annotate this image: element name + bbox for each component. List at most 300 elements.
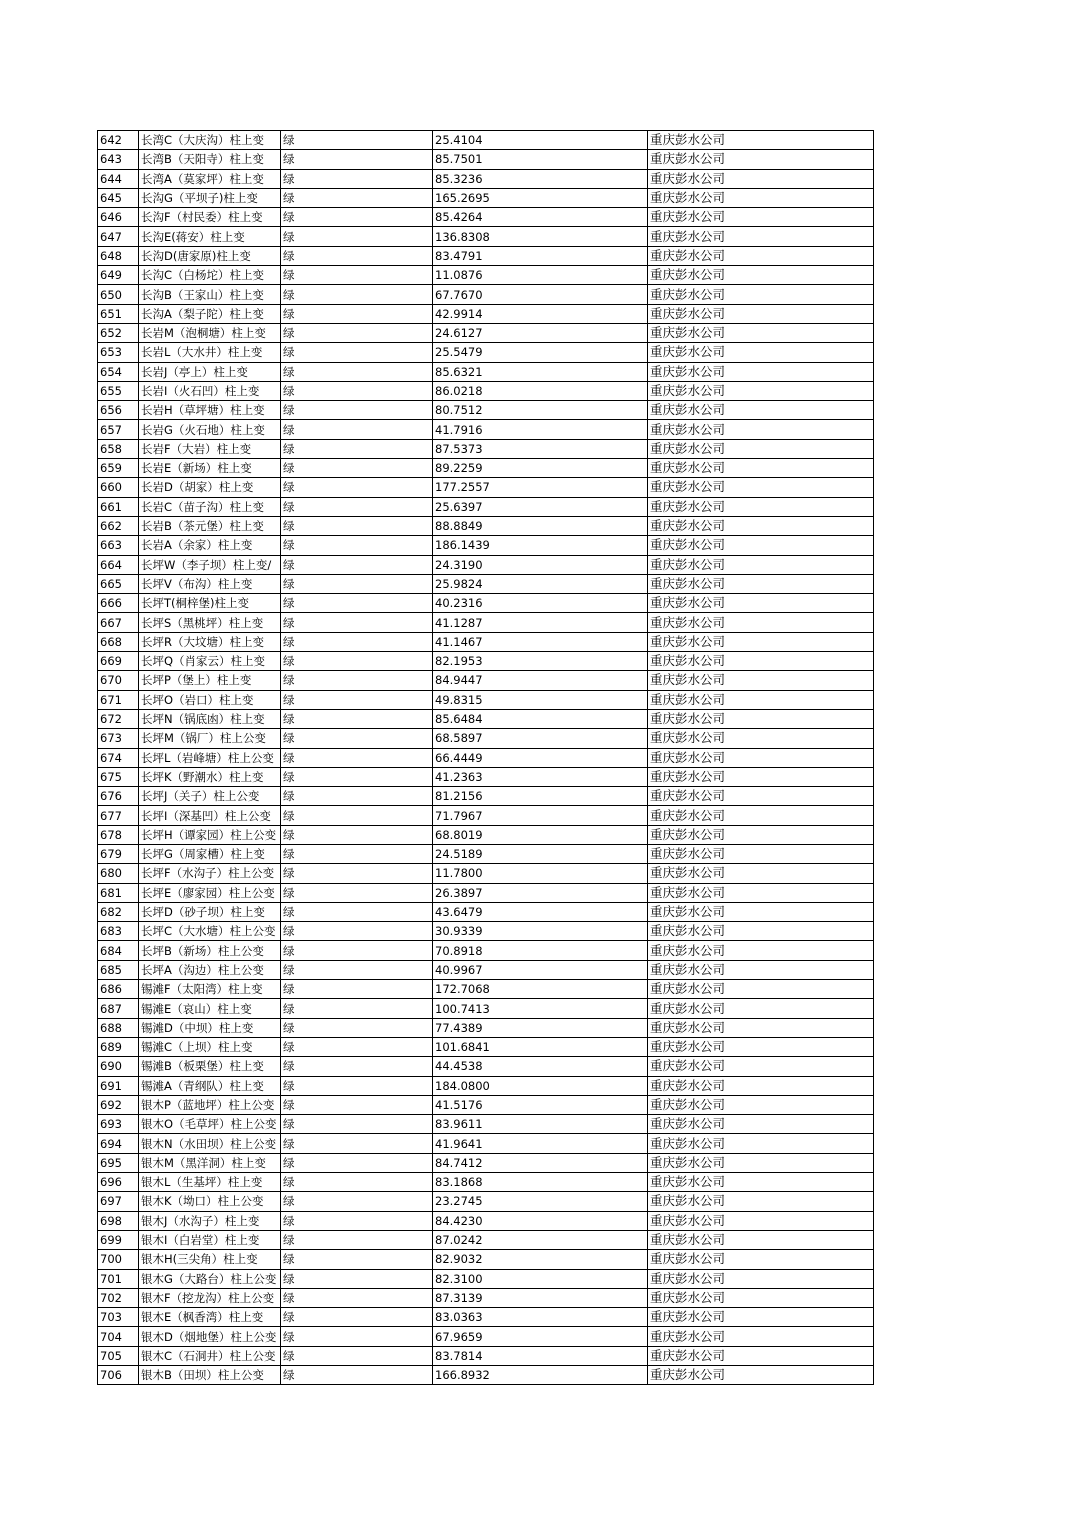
table-row	[98, 401, 874, 420]
status-color-cell: 绿	[281, 787, 433, 806]
status-color-cell: 绿	[281, 536, 433, 555]
row-number-cell: 678	[98, 825, 139, 844]
row-number-cell: 700	[98, 1250, 139, 1269]
table-row	[98, 1269, 874, 1288]
value-cell: 67.9659	[433, 1327, 648, 1346]
value-cell: 70.8918	[433, 941, 648, 960]
row-number-cell: 652	[98, 323, 139, 342]
value-cell: 82.3100	[433, 1269, 648, 1288]
status-color-cell: 绿	[281, 208, 433, 227]
transformer-name-cell: 长岩L（大水井）柱上变	[139, 343, 281, 362]
value-cell: 42.9914	[433, 304, 648, 323]
status-color-cell: 绿	[281, 362, 433, 381]
table-row	[98, 806, 874, 825]
transformer-name-cell: 长沟G（平坝子)柱上变	[139, 188, 281, 207]
status-color-cell: 绿	[281, 1230, 433, 1249]
status-color-cell: 绿	[281, 960, 433, 979]
table-row	[98, 516, 874, 535]
table-row	[98, 536, 874, 555]
value-cell: 84.4230	[433, 1211, 648, 1230]
transformer-name-cell: 锡滩B（板栗堡）柱上变	[139, 1057, 281, 1076]
value-cell: 11.7800	[433, 864, 648, 883]
value-cell: 83.4791	[433, 246, 648, 265]
transformer-name-cell: 长坪I（深基凹）柱上公变	[139, 806, 281, 825]
owner-company-cell: 重庆彭水公司	[648, 652, 874, 671]
row-number-cell: 664	[98, 555, 139, 574]
table-row	[98, 131, 874, 150]
transformer-name-cell: 长坪W（李子坝）柱上变/	[139, 555, 281, 574]
value-cell: 136.8308	[433, 227, 648, 246]
value-cell: 25.5479	[433, 343, 648, 362]
transformer-name-cell: 长湾C（大庆沟）柱上变	[139, 131, 281, 150]
status-color-cell: 绿	[281, 343, 433, 362]
owner-company-cell: 重庆彭水公司	[648, 304, 874, 323]
transformer-name-cell: 锡滩F（太阳湾）柱上变	[139, 980, 281, 999]
status-color-cell: 绿	[281, 652, 433, 671]
transformer-name-cell: 长坪D（砂子坝）柱上变	[139, 902, 281, 921]
table-row	[98, 459, 874, 478]
row-number-cell: 660	[98, 478, 139, 497]
table-row	[98, 1327, 874, 1346]
row-number-cell: 665	[98, 574, 139, 593]
row-number-cell: 645	[98, 188, 139, 207]
row-number-cell: 704	[98, 1327, 139, 1346]
value-cell: 82.9032	[433, 1250, 648, 1269]
status-color-cell: 绿	[281, 613, 433, 632]
value-cell: 41.9641	[433, 1134, 648, 1153]
owner-company-cell: 重庆彭水公司	[648, 1250, 874, 1269]
status-color-cell: 绿	[281, 1153, 433, 1172]
status-color-cell: 绿	[281, 1250, 433, 1269]
value-cell: 49.8315	[433, 690, 648, 709]
value-cell: 184.0800	[433, 1076, 648, 1095]
table-row	[98, 1076, 874, 1095]
status-color-cell: 绿	[281, 806, 433, 825]
row-number-cell: 648	[98, 246, 139, 265]
owner-company-cell: 重庆彭水公司	[648, 1230, 874, 1249]
value-cell: 24.3190	[433, 555, 648, 574]
status-color-cell: 绿	[281, 902, 433, 921]
value-cell: 24.5189	[433, 844, 648, 863]
owner-company-cell: 重庆彭水公司	[648, 536, 874, 555]
owner-company-cell: 重庆彭水公司	[648, 401, 874, 420]
transformer-name-cell: 长坪R（大坟塘）柱上变	[139, 632, 281, 651]
status-color-cell: 绿	[281, 1346, 433, 1365]
status-color-cell: 绿	[281, 555, 433, 574]
value-cell: 41.7916	[433, 420, 648, 439]
owner-company-cell: 重庆彭水公司	[648, 941, 874, 960]
owner-company-cell: 重庆彭水公司	[648, 690, 874, 709]
transformer-name-cell: 长坪J（关子）柱上公变	[139, 787, 281, 806]
transformer-name-cell: 银木F（挖龙沟）柱上公变	[139, 1288, 281, 1307]
status-color-cell: 绿	[281, 729, 433, 748]
value-cell: 68.8019	[433, 825, 648, 844]
status-color-cell: 绿	[281, 497, 433, 516]
transformer-name-cell: 长坪V（布沟）柱上变	[139, 574, 281, 593]
status-color-cell: 绿	[281, 690, 433, 709]
owner-company-cell: 重庆彭水公司	[648, 1076, 874, 1095]
table-row	[98, 343, 874, 362]
owner-company-cell: 重庆彭水公司	[648, 420, 874, 439]
table-row	[98, 1308, 874, 1327]
transformer-name-cell: 长岩H（草坪塘）柱上变	[139, 401, 281, 420]
owner-company-cell: 重庆彭水公司	[648, 323, 874, 342]
transformer-name-cell: 锡滩A（青纲队）柱上变	[139, 1076, 281, 1095]
status-color-cell: 绿	[281, 478, 433, 497]
owner-company-cell: 重庆彭水公司	[648, 767, 874, 786]
table-row	[98, 1134, 874, 1153]
value-cell: 83.7814	[433, 1346, 648, 1365]
owner-company-cell: 重庆彭水公司	[648, 1153, 874, 1172]
table-row	[98, 1346, 874, 1365]
owner-company-cell: 重庆彭水公司	[648, 1211, 874, 1230]
value-cell: 83.9611	[433, 1115, 648, 1134]
status-color-cell: 绿	[281, 323, 433, 342]
table-row	[98, 1250, 874, 1269]
value-cell: 87.0242	[433, 1230, 648, 1249]
transformer-name-cell: 长坪S（黑桃坪）柱上变	[139, 613, 281, 632]
owner-company-cell: 重庆彭水公司	[648, 285, 874, 304]
table-row	[98, 748, 874, 767]
table-row	[98, 1366, 874, 1385]
table-row	[98, 1153, 874, 1172]
value-cell: 41.1287	[433, 613, 648, 632]
status-color-cell: 绿	[281, 1366, 433, 1385]
value-cell: 77.4389	[433, 1018, 648, 1037]
owner-company-cell: 重庆彭水公司	[648, 1095, 874, 1114]
status-color-cell: 绿	[281, 285, 433, 304]
row-number-cell: 677	[98, 806, 139, 825]
table-row	[98, 960, 874, 979]
owner-company-cell: 重庆彭水公司	[648, 980, 874, 999]
row-number-cell: 705	[98, 1346, 139, 1365]
transformer-name-cell: 银木N（水田坝）柱上公变	[139, 1134, 281, 1153]
row-number-cell: 693	[98, 1115, 139, 1134]
table-body	[98, 131, 874, 1385]
status-color-cell: 绿	[281, 1327, 433, 1346]
row-number-cell: 666	[98, 594, 139, 613]
transformer-name-cell: 银木H(三尖角）柱上变	[139, 1250, 281, 1269]
transformer-name-cell: 银木I（白岩堂）柱上变	[139, 1230, 281, 1249]
owner-company-cell: 重庆彭水公司	[648, 787, 874, 806]
transformer-name-cell: 银木J（水沟子）柱上变	[139, 1211, 281, 1230]
owner-company-cell: 重庆彭水公司	[648, 1269, 874, 1288]
value-cell: 84.7412	[433, 1153, 648, 1172]
owner-company-cell: 重庆彭水公司	[648, 1037, 874, 1056]
owner-company-cell: 重庆彭水公司	[648, 459, 874, 478]
table-row	[98, 922, 874, 941]
row-number-cell: 697	[98, 1192, 139, 1211]
table-row	[98, 729, 874, 748]
status-color-cell: 绿	[281, 1192, 433, 1211]
table-row	[98, 304, 874, 323]
transformer-name-cell: 长坪H（谭家园）柱上公变	[139, 825, 281, 844]
owner-company-cell: 重庆彭水公司	[648, 1327, 874, 1346]
status-color-cell: 绿	[281, 1173, 433, 1192]
transformer-name-cell: 银木B（田坝）柱上公变	[139, 1366, 281, 1385]
row-number-cell: 643	[98, 150, 139, 169]
table-row	[98, 902, 874, 921]
table-row	[98, 246, 874, 265]
transformer-name-cell: 长坪T(桐梓堡)柱上变	[139, 594, 281, 613]
table-row	[98, 478, 874, 497]
transformer-name-cell: 长岩F（大岩）柱上变	[139, 439, 281, 458]
owner-company-cell: 重庆彭水公司	[648, 1308, 874, 1327]
row-number-cell: 647	[98, 227, 139, 246]
transformer-name-cell: 长坪K（野潮水）柱上变	[139, 767, 281, 786]
status-color-cell: 绿	[281, 516, 433, 535]
table-row	[98, 555, 874, 574]
value-cell: 87.5373	[433, 439, 648, 458]
owner-company-cell: 重庆彭水公司	[648, 922, 874, 941]
transformer-name-cell: 长沟B（王家山）柱上变	[139, 285, 281, 304]
value-cell: 81.2156	[433, 787, 648, 806]
owner-company-cell: 重庆彭水公司	[648, 227, 874, 246]
transformer-name-cell: 银木D（烟地堡）柱上公变	[139, 1327, 281, 1346]
row-number-cell: 672	[98, 709, 139, 728]
transformer-name-cell: 长岩J（亭上）柱上变	[139, 362, 281, 381]
status-color-cell: 绿	[281, 767, 433, 786]
status-color-cell: 绿	[281, 420, 433, 439]
table-row	[98, 864, 874, 883]
row-number-cell: 688	[98, 1018, 139, 1037]
owner-company-cell: 重庆彭水公司	[648, 1173, 874, 1192]
table-row	[98, 652, 874, 671]
status-color-cell: 绿	[281, 883, 433, 902]
row-number-cell: 644	[98, 169, 139, 188]
table-row	[98, 709, 874, 728]
row-number-cell: 701	[98, 1269, 139, 1288]
transformer-name-cell: 长岩M（泡桐塘）柱上变	[139, 323, 281, 342]
row-number-cell: 680	[98, 864, 139, 883]
row-number-cell: 656	[98, 401, 139, 420]
status-color-cell: 绿	[281, 671, 433, 690]
owner-company-cell: 重庆彭水公司	[648, 1288, 874, 1307]
status-color-cell: 绿	[281, 1134, 433, 1153]
transformer-name-cell: 长岩B（茶元堡）柱上变	[139, 516, 281, 535]
transformer-name-cell: 长坪O（岩口）柱上变	[139, 690, 281, 709]
owner-company-cell: 重庆彭水公司	[648, 150, 874, 169]
row-number-cell: 687	[98, 999, 139, 1018]
status-color-cell: 绿	[281, 941, 433, 960]
status-color-cell: 绿	[281, 844, 433, 863]
value-cell: 25.9824	[433, 574, 648, 593]
row-number-cell: 663	[98, 536, 139, 555]
transformer-name-cell: 银木P（蓝地坪）柱上公变	[139, 1095, 281, 1114]
row-number-cell: 676	[98, 787, 139, 806]
row-number-cell: 646	[98, 208, 139, 227]
row-number-cell: 654	[98, 362, 139, 381]
owner-company-cell: 重庆彭水公司	[648, 1346, 874, 1365]
value-cell: 80.7512	[433, 401, 648, 420]
value-cell: 25.4104	[433, 131, 648, 150]
table-row	[98, 594, 874, 613]
table-row	[98, 844, 874, 863]
value-cell: 41.2363	[433, 767, 648, 786]
table-row	[98, 1037, 874, 1056]
status-color-cell: 绿	[281, 227, 433, 246]
table-row	[98, 1173, 874, 1192]
row-number-cell: 706	[98, 1366, 139, 1385]
row-number-cell: 675	[98, 767, 139, 786]
transformer-name-cell: 银木O（毛草坪）柱上公变	[139, 1115, 281, 1134]
value-cell: 87.3139	[433, 1288, 648, 1307]
transformer-name-cell: 银木C（石洞井）柱上公变	[139, 1346, 281, 1365]
row-number-cell: 691	[98, 1076, 139, 1095]
table-row	[98, 439, 874, 458]
value-cell: 41.5176	[433, 1095, 648, 1114]
value-cell: 165.2695	[433, 188, 648, 207]
owner-company-cell: 重庆彭水公司	[648, 169, 874, 188]
status-color-cell: 绿	[281, 381, 433, 400]
status-color-cell: 绿	[281, 1095, 433, 1114]
owner-company-cell: 重庆彭水公司	[648, 246, 874, 265]
transformer-name-cell: 长岩I（火石凹）柱上变	[139, 381, 281, 400]
status-color-cell: 绿	[281, 1211, 433, 1230]
transformer-name-cell: 长湾A（莫家坪）柱上变	[139, 169, 281, 188]
value-cell: 177.2557	[433, 478, 648, 497]
value-cell: 24.6127	[433, 323, 648, 342]
owner-company-cell: 重庆彭水公司	[648, 208, 874, 227]
row-number-cell: 649	[98, 266, 139, 285]
table-row	[98, 613, 874, 632]
status-color-cell: 绿	[281, 131, 433, 150]
value-cell: 186.1439	[433, 536, 648, 555]
table-row	[98, 941, 874, 960]
row-number-cell: 658	[98, 439, 139, 458]
value-cell: 85.6484	[433, 709, 648, 728]
table-row	[98, 150, 874, 169]
row-number-cell: 673	[98, 729, 139, 748]
value-cell: 85.4264	[433, 208, 648, 227]
owner-company-cell: 重庆彭水公司	[648, 864, 874, 883]
row-number-cell: 694	[98, 1134, 139, 1153]
owner-company-cell: 重庆彭水公司	[648, 806, 874, 825]
transformer-name-cell: 银木L（生基坪）柱上变	[139, 1173, 281, 1192]
row-number-cell: 698	[98, 1211, 139, 1230]
status-color-cell: 绿	[281, 266, 433, 285]
row-number-cell: 650	[98, 285, 139, 304]
status-color-cell: 绿	[281, 748, 433, 767]
row-number-cell: 692	[98, 1095, 139, 1114]
owner-company-cell: 重庆彭水公司	[648, 497, 874, 516]
table-row	[98, 381, 874, 400]
status-color-cell: 绿	[281, 980, 433, 999]
table-row	[98, 787, 874, 806]
table-row	[98, 1192, 874, 1211]
owner-company-cell: 重庆彭水公司	[648, 188, 874, 207]
transformer-name-cell: 长沟C（白杨坨）柱上变	[139, 266, 281, 285]
row-number-cell: 679	[98, 844, 139, 863]
status-color-cell: 绿	[281, 1308, 433, 1327]
owner-company-cell: 重庆彭水公司	[648, 825, 874, 844]
value-cell: 23.2745	[433, 1192, 648, 1211]
owner-company-cell: 重庆彭水公司	[648, 902, 874, 921]
transformer-name-cell: 长坪L（岩峰塘）柱上公变	[139, 748, 281, 767]
table-row	[98, 285, 874, 304]
row-number-cell: 682	[98, 902, 139, 921]
value-cell: 67.7670	[433, 285, 648, 304]
row-number-cell: 655	[98, 381, 139, 400]
status-color-cell: 绿	[281, 922, 433, 941]
status-color-cell: 绿	[281, 401, 433, 420]
status-color-cell: 绿	[281, 999, 433, 1018]
status-color-cell: 绿	[281, 169, 433, 188]
table-row	[98, 1211, 874, 1230]
value-cell: 83.1868	[433, 1173, 648, 1192]
status-color-cell: 绿	[281, 1288, 433, 1307]
table-row	[98, 1115, 874, 1134]
transformer-name-cell: 长坪E（廖家园）柱上公变	[139, 883, 281, 902]
owner-company-cell: 重庆彭水公司	[648, 439, 874, 458]
status-color-cell: 绿	[281, 1018, 433, 1037]
table-row	[98, 208, 874, 227]
transformer-name-cell: 锡滩C（上坝）柱上变	[139, 1037, 281, 1056]
owner-company-cell: 重庆彭水公司	[648, 999, 874, 1018]
transformer-name-cell: 银木K（坳口）柱上公变	[139, 1192, 281, 1211]
status-color-cell: 绿	[281, 1269, 433, 1288]
status-color-cell: 绿	[281, 864, 433, 883]
row-number-cell: 670	[98, 671, 139, 690]
row-number-cell: 659	[98, 459, 139, 478]
value-cell: 85.7501	[433, 150, 648, 169]
owner-company-cell: 重庆彭水公司	[648, 478, 874, 497]
table-row	[98, 1288, 874, 1307]
value-cell: 82.1953	[433, 652, 648, 671]
transformer-name-cell: 锡滩D（中坝）柱上变	[139, 1018, 281, 1037]
owner-company-cell: 重庆彭水公司	[648, 574, 874, 593]
transformer-name-cell: 长坪A（沟边）柱上公变	[139, 960, 281, 979]
value-cell: 40.2316	[433, 594, 648, 613]
row-number-cell: 683	[98, 922, 139, 941]
row-number-cell: 684	[98, 941, 139, 960]
transformer-name-cell: 银木E（枫香湾）柱上变	[139, 1308, 281, 1327]
value-cell: 100.7413	[433, 999, 648, 1018]
owner-company-cell: 重庆彭水公司	[648, 671, 874, 690]
row-number-cell: 669	[98, 652, 139, 671]
owner-company-cell: 重庆彭水公司	[648, 516, 874, 535]
owner-company-cell: 重庆彭水公司	[648, 555, 874, 574]
status-color-cell: 绿	[281, 632, 433, 651]
value-cell: 41.1467	[433, 632, 648, 651]
table-row	[98, 883, 874, 902]
table-row	[98, 825, 874, 844]
owner-company-cell: 重庆彭水公司	[648, 1134, 874, 1153]
transformer-name-cell: 长坪Q（肖家云）柱上变	[139, 652, 281, 671]
table-row	[98, 266, 874, 285]
table-row	[98, 227, 874, 246]
table-row	[98, 767, 874, 786]
value-cell: 11.0876	[433, 266, 648, 285]
status-color-cell: 绿	[281, 246, 433, 265]
status-color-cell: 绿	[281, 1115, 433, 1134]
table-row	[98, 980, 874, 999]
table-row	[98, 690, 874, 709]
owner-company-cell: 重庆彭水公司	[648, 1366, 874, 1385]
table-row	[98, 1095, 874, 1114]
owner-company-cell: 重庆彭水公司	[648, 632, 874, 651]
status-color-cell: 绿	[281, 594, 433, 613]
transformer-name-cell: 银木G（大路台）柱上公变	[139, 1269, 281, 1288]
owner-company-cell: 重庆彭水公司	[648, 1115, 874, 1134]
table-row	[98, 169, 874, 188]
transformer-name-cell: 长坪G（周家槽）柱上变	[139, 844, 281, 863]
value-cell: 85.6321	[433, 362, 648, 381]
owner-company-cell: 重庆彭水公司	[648, 1192, 874, 1211]
owner-company-cell: 重庆彭水公司	[648, 844, 874, 863]
transformer-name-cell: 长岩G（火石地）柱上变	[139, 420, 281, 439]
value-cell: 40.9967	[433, 960, 648, 979]
